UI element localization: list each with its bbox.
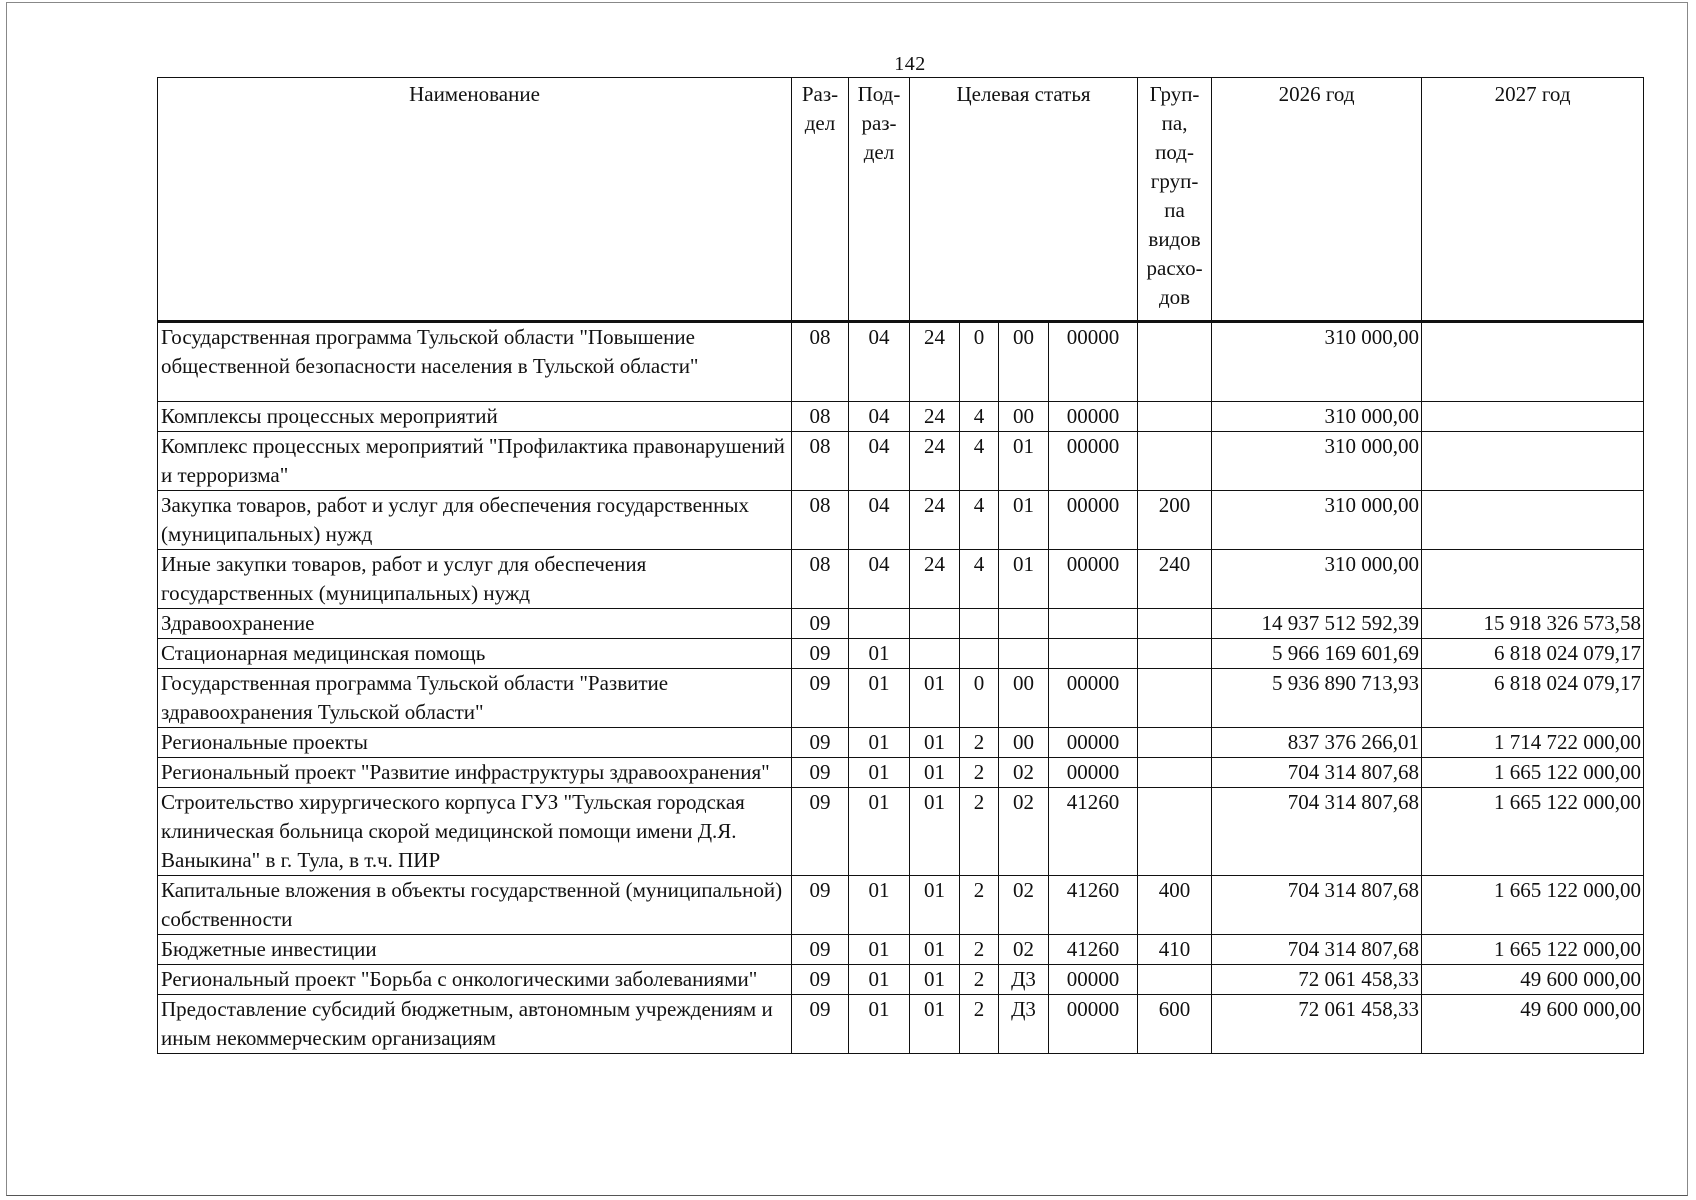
row-direction-code: 41260 — [1049, 935, 1138, 965]
row-podrazdel: 04 — [849, 432, 910, 491]
row-expense-type — [1138, 965, 1212, 995]
table-row — [158, 965, 1644, 995]
table-row — [158, 432, 1644, 491]
row-amount-2027: 1 665 122 000,00 — [1422, 876, 1644, 935]
row-subprogram-code: 2 — [960, 935, 999, 965]
row-event-code: 01 — [999, 491, 1049, 550]
row-razdel: 08 — [792, 491, 849, 550]
table-row — [158, 728, 1644, 758]
row-expense-type: 600 — [1138, 995, 1212, 1054]
row-amount-2027: 6 818 024 079,17 — [1422, 669, 1644, 728]
row-amount-2026: 72 061 458,33 — [1212, 995, 1422, 1054]
row-amount-2026: 310 000,00 — [1212, 550, 1422, 609]
row-razdel: 09 — [792, 935, 849, 965]
row-subprogram-code: 4 — [960, 402, 999, 432]
row-program-code: 24 — [910, 550, 960, 609]
row-subprogram-code: 4 — [960, 550, 999, 609]
row-razdel: 09 — [792, 788, 849, 876]
row-name: Бюджетные инвестиции — [158, 935, 792, 965]
row-subprogram-code: 4 — [960, 432, 999, 491]
row-name: Иные закупки товаров, работ и услуг для обеспечения государственных (муниципальных) нужд — [158, 550, 792, 609]
row-amount-2027: 49 600 000,00 — [1422, 965, 1644, 995]
row-program-code: 01 — [910, 965, 960, 995]
header-podrazdel: Под- раз- дел — [849, 78, 910, 322]
row-direction-code: 00000 — [1049, 995, 1138, 1054]
header-row — [158, 78, 1644, 322]
row-program-code: 24 — [910, 402, 960, 432]
row-amount-2026: 72 061 458,33 — [1212, 965, 1422, 995]
row-expense-type — [1138, 728, 1212, 758]
row-subprogram-code: 2 — [960, 995, 999, 1054]
row-razdel: 09 — [792, 609, 849, 639]
row-program-code: 01 — [910, 728, 960, 758]
row-amount-2026: 5 936 890 713,93 — [1212, 669, 1422, 728]
table-row — [158, 758, 1644, 788]
row-event-code: 00 — [999, 669, 1049, 728]
header-2026: 2026 год — [1212, 78, 1422, 322]
row-direction-code: 00000 — [1049, 322, 1138, 402]
row-amount-2026: 704 314 807,68 — [1212, 788, 1422, 876]
table-row — [158, 402, 1644, 432]
budget-table — [157, 77, 1644, 1054]
header-name: Наименование — [158, 78, 792, 322]
row-subprogram-code — [960, 609, 999, 639]
row-direction-code — [1049, 609, 1138, 639]
row-amount-2027 — [1422, 402, 1644, 432]
row-amount-2027: 1 665 122 000,00 — [1422, 758, 1644, 788]
row-podrazdel: 04 — [849, 550, 910, 609]
row-razdel: 09 — [792, 669, 849, 728]
row-name: Комплекс процессных мероприятий "Профилактика правонарушений и терроризма" — [158, 432, 792, 491]
row-event-code: 01 — [999, 550, 1049, 609]
header-expense-group: Груп- па, под- груп- па видов расхо- дов — [1138, 78, 1212, 322]
row-name: Стационарная медицинская помощь — [158, 639, 792, 669]
row-amount-2027 — [1422, 322, 1644, 402]
row-subprogram-code: 4 — [960, 491, 999, 550]
row-amount-2027 — [1422, 432, 1644, 491]
row-expense-type — [1138, 609, 1212, 639]
row-name: Здравоохранение — [158, 609, 792, 639]
row-direction-code: 00000 — [1049, 965, 1138, 995]
row-podrazdel: 01 — [849, 758, 910, 788]
row-amount-2026: 837 376 266,01 — [1212, 728, 1422, 758]
row-razdel: 09 — [792, 728, 849, 758]
row-name: Капитальные вложения в объекты государственной (муниципальной) собственности — [158, 876, 792, 935]
row-razdel: 09 — [792, 965, 849, 995]
row-subprogram-code: 2 — [960, 876, 999, 935]
row-amount-2026: 704 314 807,68 — [1212, 935, 1422, 965]
row-razdel: 08 — [792, 550, 849, 609]
header-target-article: Целевая статья — [910, 78, 1138, 322]
row-subprogram-code: 0 — [960, 322, 999, 402]
row-podrazdel: 01 — [849, 669, 910, 728]
table-row — [158, 995, 1644, 1054]
table-row — [158, 639, 1644, 669]
row-expense-type: 410 — [1138, 935, 1212, 965]
header-razdel: Раз- дел — [792, 78, 849, 322]
row-podrazdel: 01 — [849, 995, 910, 1054]
row-razdel: 09 — [792, 758, 849, 788]
row-program-code — [910, 609, 960, 639]
row-amount-2026: 310 000,00 — [1212, 432, 1422, 491]
row-amount-2026: 310 000,00 — [1212, 491, 1422, 550]
row-expense-type — [1138, 322, 1212, 402]
row-razdel: 08 — [792, 322, 849, 402]
row-direction-code: 00000 — [1049, 758, 1138, 788]
row-subprogram-code: 0 — [960, 669, 999, 728]
row-amount-2026: 310 000,00 — [1212, 322, 1422, 402]
row-amount-2027: 6 818 024 079,17 — [1422, 639, 1644, 669]
row-direction-code: 00000 — [1049, 432, 1138, 491]
row-expense-type — [1138, 639, 1212, 669]
row-subprogram-code: 2 — [960, 788, 999, 876]
row-event-code: 02 — [999, 935, 1049, 965]
header-2027: 2027 год — [1422, 78, 1644, 322]
row-podrazdel: 01 — [849, 876, 910, 935]
row-program-code: 24 — [910, 322, 960, 402]
table-row — [158, 876, 1644, 935]
row-podrazdel: 04 — [849, 491, 910, 550]
table-row — [158, 788, 1644, 876]
row-expense-type: 200 — [1138, 491, 1212, 550]
row-subprogram-code: 2 — [960, 758, 999, 788]
row-amount-2027: 1 714 722 000,00 — [1422, 728, 1644, 758]
row-expense-type — [1138, 402, 1212, 432]
row-direction-code — [1049, 639, 1138, 669]
row-podrazdel: 01 — [849, 639, 910, 669]
row-direction-code: 41260 — [1049, 788, 1138, 876]
row-expense-type: 240 — [1138, 550, 1212, 609]
row-program-code: 01 — [910, 758, 960, 788]
table-row — [158, 550, 1644, 609]
row-event-code — [999, 639, 1049, 669]
row-expense-type — [1138, 758, 1212, 788]
row-direction-code: 00000 — [1049, 728, 1138, 758]
row-program-code: 01 — [910, 876, 960, 935]
row-name: Строительство хирургического корпуса ГУЗ "Тульская городская клиническая больница скорой медицинской помощи имени Д.Я. Ваныкина" в г. Тула, в т.ч. ПИР — [158, 788, 792, 876]
row-program-code: 01 — [910, 935, 960, 965]
row-event-code: 00 — [999, 402, 1049, 432]
table-row — [158, 491, 1644, 550]
row-program-code — [910, 639, 960, 669]
row-name: Государственная программа Тульской области "Повышение общественной безопасности населения в Тульской области" — [158, 322, 792, 402]
row-razdel: 09 — [792, 995, 849, 1054]
row-event-code: 02 — [999, 788, 1049, 876]
table-row — [158, 609, 1644, 639]
row-podrazdel: 04 — [849, 322, 910, 402]
row-event-code: 00 — [999, 322, 1049, 402]
table-row — [158, 322, 1644, 402]
row-program-code: 01 — [910, 669, 960, 728]
row-razdel: 09 — [792, 876, 849, 935]
row-program-code: 01 — [910, 995, 960, 1054]
row-expense-type — [1138, 432, 1212, 491]
row-podrazdel: 01 — [849, 935, 910, 965]
row-name: Комплексы процессных мероприятий — [158, 402, 792, 432]
row-amount-2026: 310 000,00 — [1212, 402, 1422, 432]
row-podrazdel: 01 — [849, 965, 910, 995]
row-amount-2027: 15 918 326 573,58 — [1422, 609, 1644, 639]
row-direction-code: 00000 — [1049, 491, 1138, 550]
row-name: Региональные проекты — [158, 728, 792, 758]
row-event-code: 02 — [999, 758, 1049, 788]
row-event-code: 02 — [999, 876, 1049, 935]
row-razdel: 08 — [792, 432, 849, 491]
row-direction-code: 41260 — [1049, 876, 1138, 935]
row-amount-2026: 14 937 512 592,39 — [1212, 609, 1422, 639]
row-name: Региональный проект "Развитие инфраструктуры здравоохранения" — [158, 758, 792, 788]
row-razdel: 09 — [792, 639, 849, 669]
row-razdel: 08 — [792, 402, 849, 432]
row-amount-2027: 49 600 000,00 — [1422, 995, 1644, 1054]
row-amount-2027 — [1422, 491, 1644, 550]
row-event-code: 00 — [999, 728, 1049, 758]
row-expense-type — [1138, 788, 1212, 876]
row-expense-type — [1138, 669, 1212, 728]
row-name: Региональный проект "Борьба с онкологическими заболеваниями" — [158, 965, 792, 995]
row-event-code: Д3 — [999, 995, 1049, 1054]
row-event-code: Д3 — [999, 965, 1049, 995]
row-program-code: 01 — [910, 788, 960, 876]
row-amount-2026: 704 314 807,68 — [1212, 758, 1422, 788]
row-amount-2026: 5 966 169 601,69 — [1212, 639, 1422, 669]
row-name: Закупка товаров, работ и услуг для обеспечения государственных (муниципальных) нужд — [158, 491, 792, 550]
row-podrazdel: 01 — [849, 788, 910, 876]
row-program-code: 24 — [910, 491, 960, 550]
row-amount-2027 — [1422, 550, 1644, 609]
row-podrazdel: 04 — [849, 402, 910, 432]
row-podrazdel: 01 — [849, 728, 910, 758]
row-subprogram-code: 2 — [960, 965, 999, 995]
row-name: Предоставление субсидий бюджетным, автономным учреждениям и иным некоммерческим организациям — [158, 995, 792, 1054]
row-podrazdel — [849, 609, 910, 639]
row-amount-2026: 704 314 807,68 — [1212, 876, 1422, 935]
row-expense-type: 400 — [1138, 876, 1212, 935]
row-event-code — [999, 609, 1049, 639]
page-number: 142 — [894, 53, 926, 75]
row-program-code: 24 — [910, 432, 960, 491]
row-event-code: 01 — [999, 432, 1049, 491]
row-name: Государственная программа Тульской области "Развитие здравоохранения Тульской области" — [158, 669, 792, 728]
row-subprogram-code — [960, 639, 999, 669]
row-subprogram-code: 2 — [960, 728, 999, 758]
row-direction-code: 00000 — [1049, 550, 1138, 609]
row-direction-code: 00000 — [1049, 669, 1138, 728]
row-amount-2027: 1 665 122 000,00 — [1422, 935, 1644, 965]
row-amount-2027: 1 665 122 000,00 — [1422, 788, 1644, 876]
row-direction-code: 00000 — [1049, 402, 1138, 432]
table-row — [158, 669, 1644, 728]
table-row — [158, 935, 1644, 965]
